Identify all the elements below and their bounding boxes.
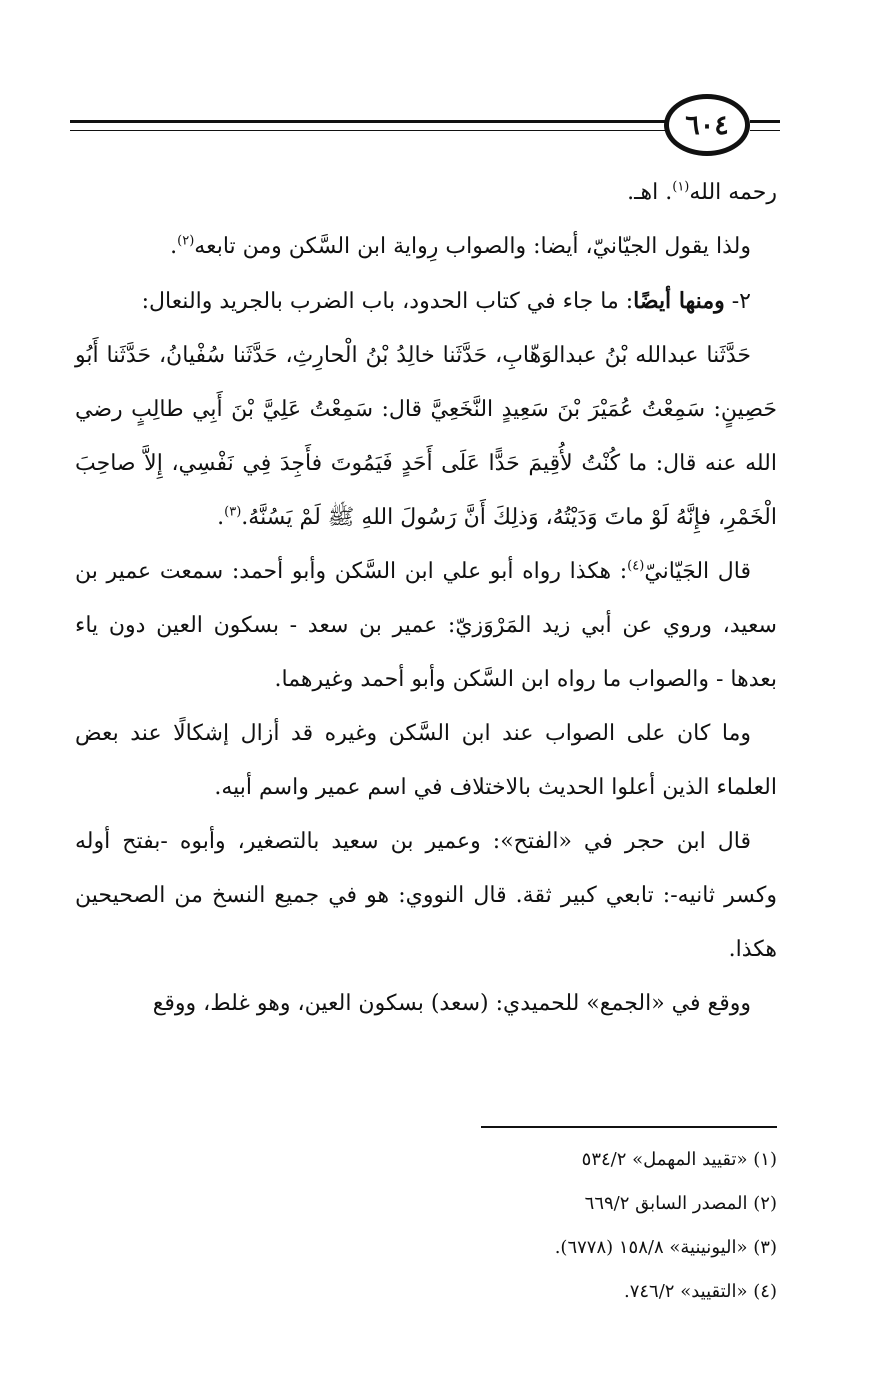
hadith-paragraph xyxy=(75,329,777,545)
footnote-ref-1: (١) xyxy=(672,179,690,195)
footnotes xyxy=(75,1126,777,1314)
paragraph-5-lead: قال الجَيّانيّ xyxy=(644,559,751,584)
header-rule-left-top xyxy=(70,120,670,123)
item-heading: ومنها أيضًا xyxy=(633,288,725,314)
paragraph-2 xyxy=(75,220,777,274)
page-number: ٦٠٤ xyxy=(685,109,729,141)
paragraph-5 xyxy=(75,545,777,707)
footnote-2: (٢) المصدر السابق ٦٦٩/٢ xyxy=(584,1193,777,1214)
footnote-4: (٤) «التقييد» ٧٤٦/٢. xyxy=(623,1281,777,1302)
paragraph-8: ووقع في «الجمع» للحميدي: (سعد) بسكون العين، وهو غلط، ووقع xyxy=(152,991,751,1016)
footnote-1: (١) «تقييد المهمل» ٥٣٤/٢ xyxy=(581,1149,777,1170)
paragraph-1-text: رحمه الله xyxy=(689,180,777,205)
paragraph-7: قال ابن حجر في «الفتح»: وعمير بن سعيد بالتصغير، وأبوه -بفتح أوله وكسر ثانيه-: تابعي كبير ثقة. قال النووي: هو في جميع النسخ من الصحيحين هكذا. xyxy=(75,829,777,962)
hadith-text: حَدَّثَنا عبدالله بْنُ عبدالوَهّابِ، حَدَّثَنا خالِدُ بْنُ الْحارِثِ، حَدَّثَنا سُفْيانُ، حَدَّثَنا أَبُو حَصِينٍ: سَمِعْتُ عُمَيْرَ بْنَ سَعِيدٍ النَّخَعِيَّ قال: سَمِعْتُ عَلِيَّ بْنَ أَبِي طالِبٍ رضي الله عنه قال: ما كُنْتُ لأُقِيمَ حَدًّا عَلَى أَحَدٍ فَيَمُوتَ فأَجِدَ فِي نَفْسِي، إِلاَّ صاحِبَ الْخَمْرِ، فإِنَّهُ لَوْ ماتَ وَدَيْتُهُ، وَذلِكَ أَنَّ رَسُولَ اللهِ ﷺ لَمْ يَسُنَّهُ. xyxy=(75,343,777,530)
page-header xyxy=(70,92,780,162)
header-rule-right-bottom xyxy=(750,130,780,131)
footnote-3: (٣) «اليونينية» ١٥٨/٨ (٦٧٧٨). xyxy=(554,1237,777,1258)
paragraph-2-text: ولذا يقول الجيّانيّ، أيضا: والصواب رِواية ابن السَّكن ومن تابعه xyxy=(194,234,751,259)
paragraph-2-tail: . xyxy=(170,234,178,259)
header-rule-left-bottom xyxy=(70,130,670,131)
paragraph-5-text: : هكذا رواه أبو علي ابن السَّكن وأبو أحمد: سمعت عمير بن سعيد، وروي عن أبي زيد المَرْوَزيّ: عمير بن سعد - بسكون العين دون ياء بعدها - والصواب ما رواه ابن السَّكن وأبو أحمد وغيرهما. xyxy=(75,559,777,692)
paragraph-6: وما كان على الصواب عند ابن السَّكن وغيره قد أزال إشكالًا عند بعض العلماء الذين أعلوا الحديث بالاختلاف في اسم عمير واسم أبيه. xyxy=(75,721,777,800)
header-rule-right-top xyxy=(750,120,780,123)
paragraph-3-text: : ما جاء في كتاب الحدود، باب الضرب بالجريد والنعال: xyxy=(141,289,634,314)
footnote-ref-2: (٢) xyxy=(177,233,195,249)
page-body xyxy=(75,166,777,1031)
footnote-ref-4: (٤) xyxy=(627,558,645,574)
hadith-tail: . xyxy=(217,505,225,530)
item-number: ٢- xyxy=(724,289,751,314)
footnote-ref-3: (٣) xyxy=(224,504,242,520)
page-number-badge xyxy=(664,94,750,156)
paragraph-1 xyxy=(75,166,777,220)
paragraph-1-tail: . اهـ. xyxy=(627,180,673,205)
paragraph-3 xyxy=(75,274,777,329)
